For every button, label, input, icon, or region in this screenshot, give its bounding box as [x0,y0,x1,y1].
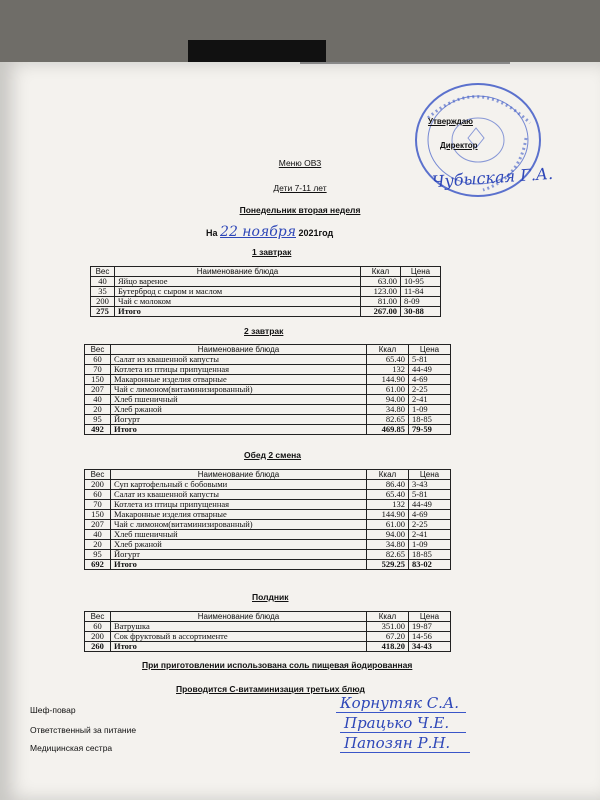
cell-kcal: 63.00 [361,277,401,287]
signature-underline [336,712,466,713]
table-row [91,277,441,287]
menu-table-breakfast-1 [90,266,441,317]
cell-kcal: 65.40 [367,490,409,500]
total-price: 30-88 [401,307,441,317]
section-title-lunch: Обед 2 смена [244,450,302,460]
cell-weight: 200 [85,632,111,642]
col-kcal: Ккал [367,345,409,355]
iodized-salt-note: При приготовлении использована соль пищевая йодированная [142,660,413,670]
col-kcal: Ккал [361,267,401,277]
table-header-row [85,612,451,622]
redaction-bar [188,40,326,62]
cell-price: 2-41 [409,530,451,540]
cell-name: Котлета из птицы припущенная [111,365,367,375]
date-line [206,224,333,240]
col-price: Цена [401,267,441,277]
cell-weight: 70 [85,500,111,510]
table-row [85,490,451,500]
staff-role-chef: Шеф-повар [30,705,76,715]
cell-price: 14-56 [409,632,451,642]
cell-weight: 95 [85,550,111,560]
table-row [85,530,451,540]
cell-name: Макаронные изделия отварные [111,375,367,385]
total-weight: 275 [91,307,115,317]
cell-name: Йогурт [111,550,367,560]
cell-weight: 60 [85,355,111,365]
cell-weight: 40 [85,395,111,405]
table-row [85,385,451,395]
cell-name: Хлеб ржаной [111,540,367,550]
col-name: Наименование блюда [111,612,367,622]
table-row [85,540,451,550]
cell-kcal: 61.00 [367,385,409,395]
cell-name: Ватрушка [111,622,367,632]
cell-kcal: 94.00 [367,530,409,540]
vitamin-c-note: Проводится С-витаминизация третьих блюд [176,684,365,694]
cell-price: 4-69 [409,510,451,520]
cell-weight: 40 [85,530,111,540]
col-weight: Вес [85,470,111,480]
cell-kcal: 61.00 [367,520,409,530]
cell-price: 2-25 [409,385,451,395]
cell-price: 18-85 [409,415,451,425]
cell-name: Салат из квашенной капусты [111,490,367,500]
col-weight: Вес [85,612,111,622]
total-kcal: 267.00 [361,307,401,317]
cell-weight: 200 [91,297,115,307]
cell-name: Чай с молоком [115,297,361,307]
col-price: Цена [409,612,451,622]
cell-kcal: 144.90 [367,375,409,385]
col-kcal: Ккал [367,612,409,622]
table-header-row [85,345,451,355]
total-price: 34-43 [409,642,451,652]
cell-weight: 60 [85,622,111,632]
signature-underline [340,752,470,753]
cell-name: Чай с лимоном(витаминизированный) [111,385,367,395]
section-title-breakfast-2: 2 завтрак [244,326,284,336]
director-signature: Чубыская Г.А. [431,163,554,192]
cell-kcal: 82.65 [367,550,409,560]
cell-kcal: 34.80 [367,540,409,550]
cell-price: 5-81 [409,490,451,500]
cell-price: 1-09 [409,540,451,550]
total-price: 83-02 [409,560,451,570]
table-row [85,480,451,490]
cell-price: 2-25 [409,520,451,530]
col-price: Цена [409,345,451,355]
total-weight: 692 [85,560,111,570]
total-label: Итого [115,307,361,317]
cell-kcal: 82.65 [367,415,409,425]
total-kcal: 418.20 [367,642,409,652]
cell-kcal: 94.00 [367,395,409,405]
cell-kcal: 34.80 [367,405,409,415]
cell-price: 8-09 [401,297,441,307]
table-row [85,632,451,642]
cell-name: Чай с лимоном(витаминизированный) [111,520,367,530]
total-row [85,560,451,570]
col-weight: Вес [85,345,111,355]
cell-weight: 35 [91,287,115,297]
table-row [91,297,441,307]
table-row [85,520,451,530]
cell-weight: 200 [85,480,111,490]
total-label: Итого [111,425,367,435]
col-kcal: Ккал [367,470,409,480]
table-row [85,622,451,632]
table-row [85,415,451,425]
signature-underline [340,732,466,733]
page-edge-line [300,62,510,64]
col-weight: Вес [91,267,115,277]
table-row [85,365,451,375]
cell-price: 5-81 [409,355,451,365]
cell-weight: 60 [85,490,111,500]
cell-kcal: 67.20 [367,632,409,642]
cell-name: Хлеб пшеничный [111,395,367,405]
cell-weight: 40 [91,277,115,287]
cell-weight: 207 [85,385,111,395]
total-kcal: 469.85 [367,425,409,435]
cell-name: Макаронные изделия отварные [111,510,367,520]
staff-role-nurse: Медицинская сестра [30,743,113,753]
table-row [85,550,451,560]
total-weight: 260 [85,642,111,652]
cell-name: Хлеб пшеничный [111,530,367,540]
cell-name: Котлета из птицы припущенная [111,500,367,510]
table-header-row [91,267,441,277]
menu-table-breakfast-2 [84,344,451,435]
age-group: Дети 7-11 лет [273,183,327,193]
cell-price: 3-43 [409,480,451,490]
cell-weight: 20 [85,405,111,415]
cell-name: Яйцо вареное [115,277,361,287]
cell-price: 19-87 [409,622,451,632]
table-row [85,395,451,405]
total-label: Итого [111,560,367,570]
total-kcal: 529.25 [367,560,409,570]
table-row [85,500,451,510]
table-row [85,405,451,415]
table-row [85,510,451,520]
table-header-row [85,470,451,480]
total-row [91,307,441,317]
table-row [91,287,441,297]
cell-price: 10-95 [401,277,441,287]
chef-signature: Корнутяк С.А. [340,694,460,712]
section-title-breakfast-1: 1 завтрак [252,247,292,257]
cell-kcal: 123.00 [361,287,401,297]
total-row [85,425,451,435]
col-price: Цена [409,470,451,480]
cell-weight: 150 [85,510,111,520]
cell-weight: 95 [85,415,111,425]
cell-price: 11-84 [401,287,441,297]
col-name: Наименование блюда [111,470,367,480]
date-prefix: На [206,228,218,238]
cell-weight: 20 [85,540,111,550]
nurse-signature: Папозян Р.Н. [344,734,451,752]
total-label: Итого [111,642,367,652]
cell-price: 18-85 [409,550,451,560]
table-row [85,375,451,385]
cell-kcal: 132 [367,500,409,510]
cell-kcal: 65.40 [367,355,409,365]
menu-table-lunch [84,469,451,570]
section-title-snack: Полдник [252,592,289,602]
cell-price: 44-49 [409,500,451,510]
staff-role-food-responsible: Ответственный за питание [30,725,137,735]
col-name: Наименование блюда [111,345,367,355]
total-row [85,642,451,652]
cell-name: Йогурт [111,415,367,425]
director-label: Директор [440,141,478,150]
cell-price: 1-09 [409,405,451,415]
cell-weight: 150 [85,375,111,385]
date-handwritten: 22 ноября [220,224,296,240]
cell-name: Суп картофельный с бобовыми [111,480,367,490]
table-row [85,355,451,365]
food-responsible-signature: Працько Ч.Е. [344,714,450,732]
day-label: Понедельник вторая неделя [239,205,361,215]
cell-price: 2-41 [409,395,451,405]
cell-name: Салат из квашенной капусты [111,355,367,365]
total-price: 79-59 [409,425,451,435]
cell-weight: 207 [85,520,111,530]
approve-label: Утверждаю [428,117,473,126]
cell-kcal: 132 [367,365,409,375]
date-suffix: 2021год [298,228,334,238]
total-weight: 492 [85,425,111,435]
cell-name: Сок фруктовый в ассортименте [111,632,367,642]
cell-kcal: 81.00 [361,297,401,307]
cell-name: Бутерброд с сыром и маслом [115,287,361,297]
cell-price: 44-49 [409,365,451,375]
col-name: Наименование блюда [115,267,361,277]
menu-table-snack [84,611,451,652]
cell-kcal: 144.90 [367,510,409,520]
cell-kcal: 351.00 [367,622,409,632]
cell-price: 4-69 [409,375,451,385]
cell-name: Хлеб ржаной [111,405,367,415]
menu-title: Меню ОВЗ [278,158,322,168]
cell-kcal: 86.40 [367,480,409,490]
cell-weight: 70 [85,365,111,375]
